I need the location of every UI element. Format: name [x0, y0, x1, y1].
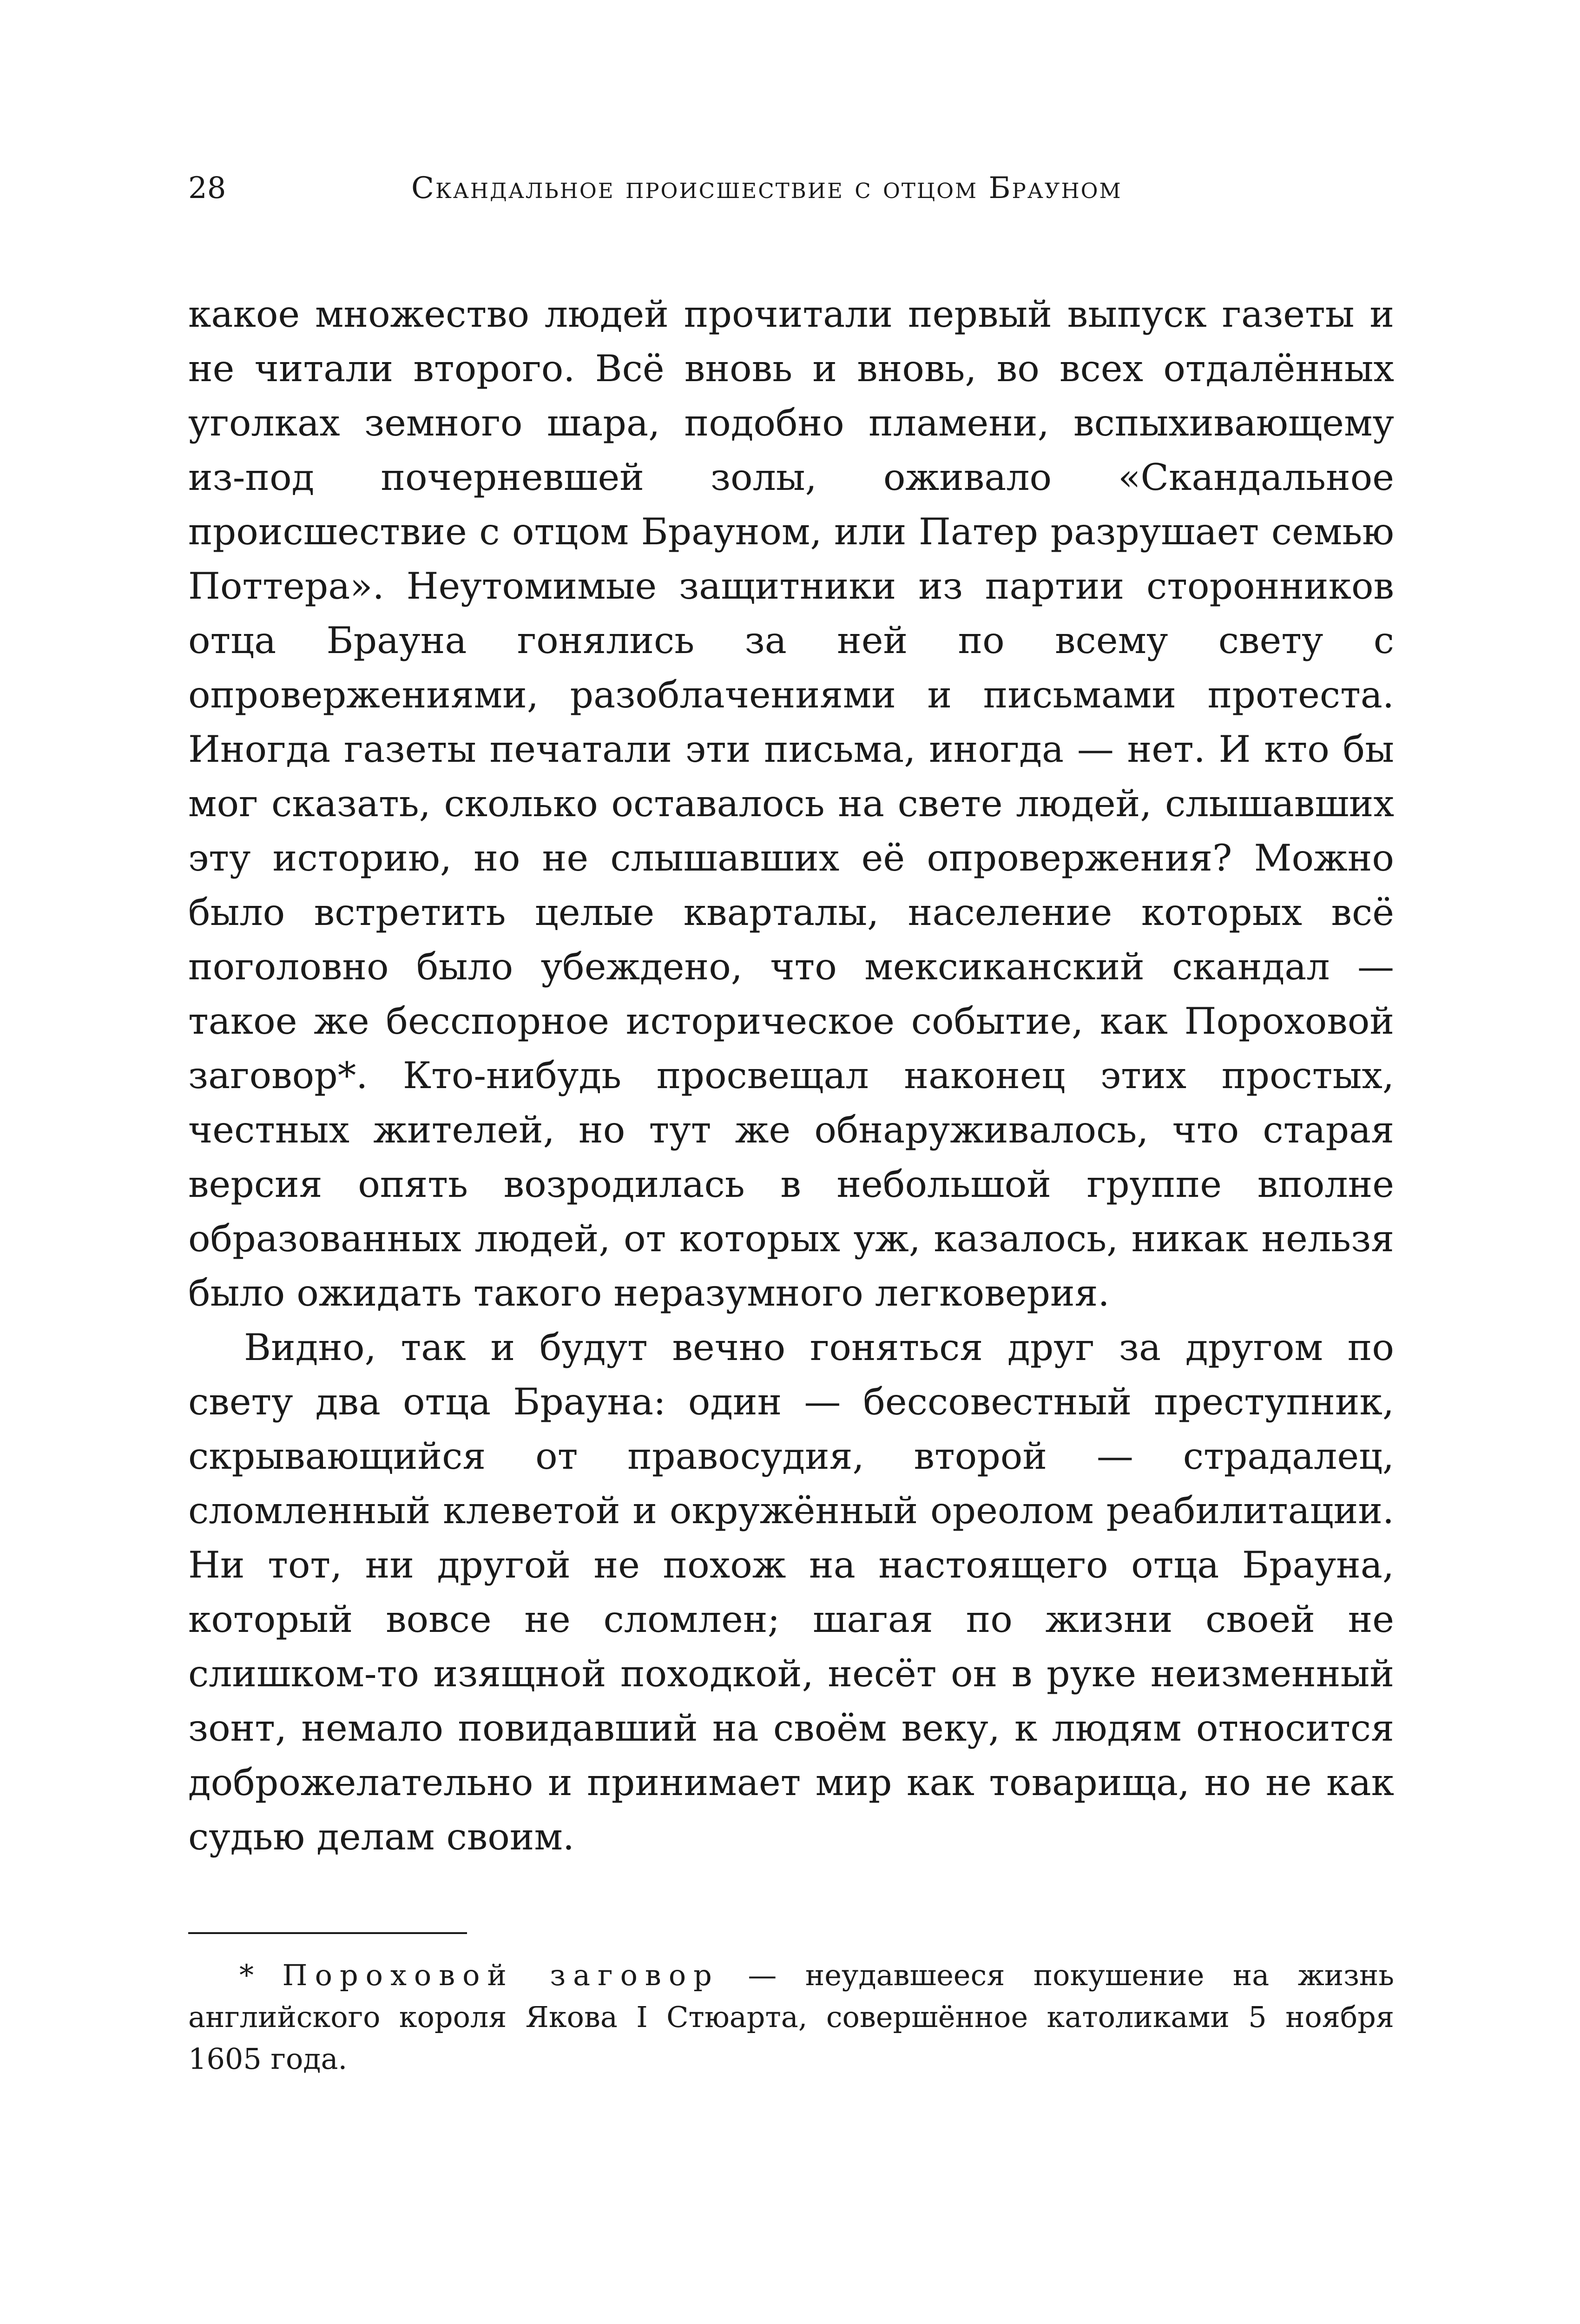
- running-title: Скандальное происшествие с отцом Брауном: [411, 171, 1122, 205]
- footnote-term: Пороховой заговор: [282, 1958, 719, 1992]
- footnote: [188, 1954, 1394, 2080]
- footnote-divider: [188, 1932, 467, 1934]
- footnote-marker: *: [239, 1958, 254, 1992]
- paragraph: Видно, так и будут вечно гоняться друг за другом по свету два отца Брауна: один — бессовестный преступник, скрывающийся от правосудия, второй — страдалец, сломленный клеветой и окружённый ореолом реабилитации. Ни тот, ни другой не похож на настоящего отца Брауна, который вовсе не сломлен; шагая по жизни своей не слишком-то изящной походкой, несёт он в руке неизменный зонт, немало повидавший на своём веку, к людям относится доброжелательно и принимает мир как товарища, но не как судью делам своим.: [188, 1326, 1394, 1858]
- body-text: [188, 287, 1394, 1864]
- footnote-text: — неудавшееся покушение на жизнь английского короля Якова I Стюарта, совершённое католиками 5 ноября 1605 года.: [188, 1958, 1395, 2076]
- running-head: [188, 167, 1394, 209]
- page-number: 28: [188, 171, 226, 205]
- paragraph: какое множество людей прочитали первый выпуск газеты и не читали второго. Всё вновь и вновь, во всех отдалённых уголках земного шара, подобно пламени, вспыхивающему из-под почерневшей золы, оживало «Скандальное происшествие с отцом Брауном, или Патер разрушает семью Поттера». Неутомимые защитники из партии сторонников отца Брауна гонялись за ней по всему свету с опровержениями, разоблачениями и письмами протеста. Иногда газеты печатали эти письма, иногда — нет. И кто бы мог сказать, сколько оставалось на свете людей, слышавших эту историю, но не слышавших её опровержения? Можно было встретить целые кварталы, население которых всё поголовно было убеждено, что мексиканский скандал — такое же бесспорное историческое событие, как Пороховой заговор*. Кто-нибудь просвещал наконец этих простых, честных жителей, но тут же обнаруживалось, что старая версия опять возродилась в небольшой группе вполне образованных людей, от которых уж, казалось, никак нельзя было ожидать такого неразумного легковерия.: [188, 293, 1394, 1314]
